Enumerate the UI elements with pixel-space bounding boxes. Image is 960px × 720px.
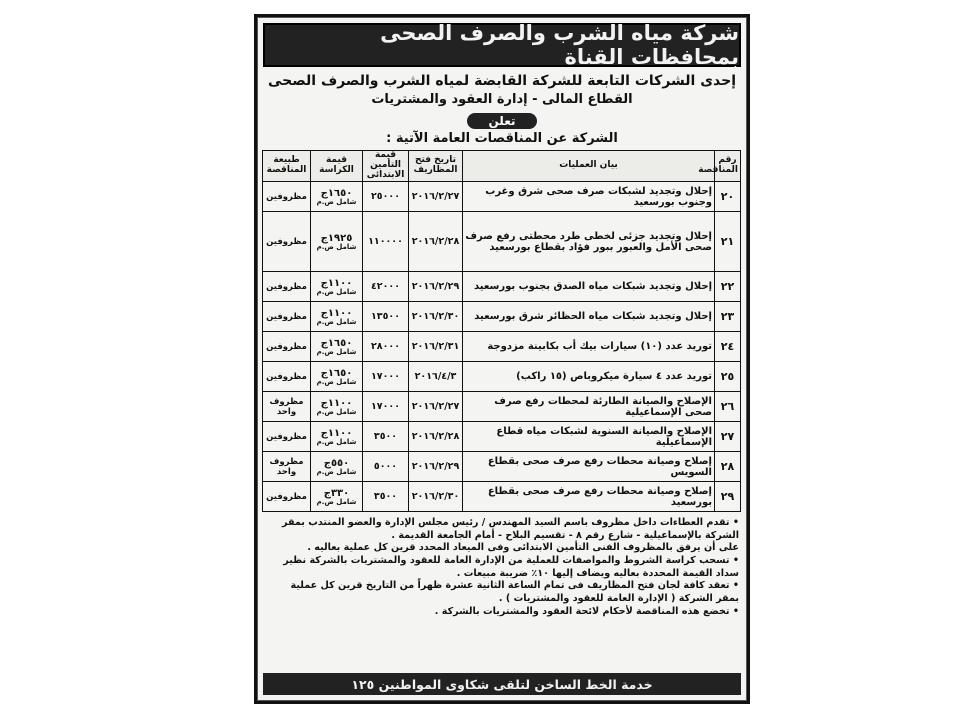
insurance-value: ٤٢٠٠٠ — [363, 272, 409, 302]
subsidiary-line: إحدى الشركات التابعة للشركة القابضة لمياه الشرب والصرف الصحى — [267, 73, 737, 89]
hotline-text: خدمة الخط الساخن لتلقى شكاوى المواطنين ١٢٥ — [351, 676, 653, 692]
open-date: ٢٠١٦/٢/٣٠ — [409, 302, 463, 332]
col-header-insurance: قيمة التأمين الابتدائى — [363, 151, 409, 182]
booklet-fee: ١٦٥٠ج — [320, 187, 353, 199]
booklet-fee-cell — [311, 452, 363, 482]
booklet-fee: ١١٠٠ج — [320, 397, 353, 409]
tender-description: الإصلاح والصيانة الطارئة لمحطات رفع صرف صحى الإسماعيلية — [463, 392, 715, 422]
fee-note: شامل ض.م — [316, 377, 357, 386]
booklet-fee-cell — [311, 392, 363, 422]
tender-number: ٢١ — [715, 212, 741, 272]
table-row — [263, 182, 741, 212]
booklet-fee: ١١٠٠ج — [320, 277, 353, 289]
booklet-fee-cell — [311, 482, 363, 512]
insurance-value: ٥٠٠٠ — [363, 452, 409, 482]
fee-note: شامل ض.م — [316, 287, 357, 296]
note-regulations: • تخضع هذه المناقصة لأحكام لائحة العقود والمشتريات بالشركة . — [434, 605, 739, 617]
tender-description: توريد عدد (١٠) سيارات بيك أب بكابينة مزدوجة — [463, 332, 715, 362]
intro-line: الشركة عن المناقصات العامة الآتية : — [386, 131, 618, 146]
insurance-value: ٢٥٠٠٠ — [363, 182, 409, 212]
insurance-value: ١١٠٠٠٠ — [363, 212, 409, 272]
booklet-fee-cell — [311, 212, 363, 272]
insurance-value: ١٧٠٠٠ — [363, 362, 409, 392]
open-date: ٢٠١٦/٢/٢٨ — [409, 212, 463, 272]
col-header-desc: بيان العمليات — [463, 151, 715, 182]
open-date: ٢٠١٦/٢/٣٠ — [409, 482, 463, 512]
booklet-fee-cell — [311, 422, 363, 452]
advertisement-frame — [254, 14, 750, 704]
company-title: شركة مياه الشرب والصرف الصحى بمحافظات القناة — [380, 21, 739, 69]
tender-description: إحلال وتجديد شبكات مياه الحظائر شرق بورسعيد — [463, 302, 715, 332]
fee-note: شامل ض.م — [316, 497, 357, 506]
col-header-fee: قيمة الكراسة — [311, 151, 363, 182]
col-header-type: طبيعة المناقصة — [263, 151, 311, 182]
note-booklet: • تسحب كراسة الشروط والمواصفات للعملية من الإدارة العامة للعقود والمشتريات بالشركة نظير سداد القيمة المحددة بعاليه ويضاف إليها ١٠٪ ضريبة مبيعات . — [283, 554, 739, 579]
tender-type: مظروفين — [263, 302, 311, 332]
col-header-date: تاريخ فتح المظاريف — [409, 151, 463, 182]
fee-note: شامل ض.م — [316, 197, 357, 206]
tender-type: مظروفين — [263, 212, 311, 272]
table-row — [263, 452, 741, 482]
booklet-fee-cell — [311, 272, 363, 302]
open-date: ٢٠١٦/٢/٢٧ — [409, 392, 463, 422]
advertisement-body — [263, 23, 741, 695]
open-date: ٢٠١٦/٢/٢٧ — [409, 182, 463, 212]
fee-note: شامل ض.م — [316, 467, 357, 476]
tender-number: ٢٠ — [715, 182, 741, 212]
table-header-row — [263, 151, 741, 182]
table-row — [263, 422, 741, 452]
insurance-value: ١٧٠٠٠ — [363, 392, 409, 422]
table-row — [263, 212, 741, 272]
booklet-fee-cell — [311, 362, 363, 392]
table-row — [263, 272, 741, 302]
table-row — [263, 482, 741, 512]
tender-number: ٢٥ — [715, 362, 741, 392]
note-opening: • تعقد كافة لجان فتح المظاريف فى تمام الساعة الثانية عشرة ظهراً من التاريخ قرين كل عملية بمقر الشركة ( الإدارة العامة للعقود والمشتريات ) . — [290, 580, 739, 604]
insurance-value: ٣٥٠٠ — [363, 422, 409, 452]
tender-type: مظروف واحد — [263, 392, 311, 422]
booklet-fee: ١٦٥٠ج — [320, 367, 353, 379]
open-date: ٢٠١٦/٢/٢٩ — [409, 272, 463, 302]
tender-description: إحلال وتجديد شبكات مياه الصدق بجنوب بورسعيد — [463, 272, 715, 302]
fee-note: شامل ض.م — [316, 242, 357, 251]
terms-notes — [263, 517, 741, 618]
table-row — [263, 392, 741, 422]
booklet-fee: ٥٥٠ج — [323, 457, 350, 469]
tender-type: مظروف واحد — [263, 452, 311, 482]
booklet-fee-cell — [311, 302, 363, 332]
booklet-fee: ١١٠٠ج — [320, 307, 353, 319]
booklet-fee-cell — [311, 332, 363, 362]
open-date: ٢٠١٦/٢/٢٩ — [409, 452, 463, 482]
tender-type: مظروفين — [263, 272, 311, 302]
tender-description: إصلاح وصيانة محطات رفع صرف صحى بقطاع بورسعيد — [463, 482, 715, 512]
insurance-value: ٣٥٠٠ — [363, 482, 409, 512]
fee-note: شامل ض.م — [316, 437, 357, 446]
booklet-fee-cell — [311, 182, 363, 212]
note-submission: • تقدم العطاءات داخل مظروف باسم السيد المهندس / رئيس مجلس الإدارة والعضو المنتدب بمقر الشركة بالإسماعيلية - شارع رقم ٨ - تقسيم البلاح - أمام الجامعة القديمة . — [282, 517, 739, 541]
hotline-footer — [263, 673, 741, 695]
department-line: القطاع المالى - إدارة العقود والمشتريات — [371, 92, 633, 107]
insurance-value: ١٣٥٠٠ — [363, 302, 409, 332]
table-row — [263, 302, 741, 332]
announce-badge: تعلن — [467, 113, 538, 129]
tender-description: توريد عدد ٤ سيارة ميكروباص (١٥ راكب) — [463, 362, 715, 392]
note-insurance: على أن يرفق بالمظروف الفنى التأمين الابتدائى وفى الميعاد المحدد قرين كل عملية بعاليه . — [307, 542, 739, 554]
tender-number: ٢٢ — [715, 272, 741, 302]
fee-note: شامل ض.م — [316, 317, 357, 326]
company-title-banner — [263, 23, 741, 67]
tenders-table — [262, 150, 741, 512]
tender-number: ٢٤ — [715, 332, 741, 362]
booklet-fee: ٣٣٠ج — [323, 487, 350, 499]
table-row — [263, 362, 741, 392]
tender-description: الإصلاح والصيانة السنوية لشبكات مياه قطاع الإسماعيلية — [463, 422, 715, 452]
tender-number: ٢٩ — [715, 482, 741, 512]
booklet-fee: ١٩٢٥ج — [320, 232, 353, 244]
booklet-fee: ١٦٥٠ج — [320, 337, 353, 349]
tender-type: مظروفين — [263, 332, 311, 362]
tender-number: ٢٨ — [715, 452, 741, 482]
tender-type: مظروفين — [263, 362, 311, 392]
tender-description: إصلاح وصيانة محطات رفع صرف صحى بقطاع السويس — [463, 452, 715, 482]
booklet-fee: ١١٠٠ج — [320, 427, 353, 439]
col-header-num: رقم المناقصة — [715, 151, 741, 182]
tender-description: إحلال وتجديد لشبكات صرف صحى شرق وغرب وجنوب بورسعيد — [463, 182, 715, 212]
announce-wrap — [263, 110, 741, 129]
tender-type: مظروفين — [263, 482, 311, 512]
open-date: ٢٠١٦/٤/٣ — [409, 362, 463, 392]
tender-description: إحلال وتجديد جزئى لخطى طرد محطتى رفع صرف صحى الأمل والعبور ببور فؤاد بقطاع بورسعيد — [463, 212, 715, 272]
tender-number: ٢٣ — [715, 302, 741, 332]
tender-number: ٢٦ — [715, 392, 741, 422]
table-row — [263, 332, 741, 362]
tender-type: مظروفين — [263, 182, 311, 212]
fee-note: شامل ض.م — [316, 407, 357, 416]
insurance-value: ٢٨٠٠٠ — [363, 332, 409, 362]
fee-note: شامل ض.م — [316, 347, 357, 356]
tender-number: ٢٧ — [715, 422, 741, 452]
open-date: ٢٠١٦/٢/٣١ — [409, 332, 463, 362]
open-date: ٢٠١٦/٢/٢٨ — [409, 422, 463, 452]
tender-type: مظروفين — [263, 422, 311, 452]
